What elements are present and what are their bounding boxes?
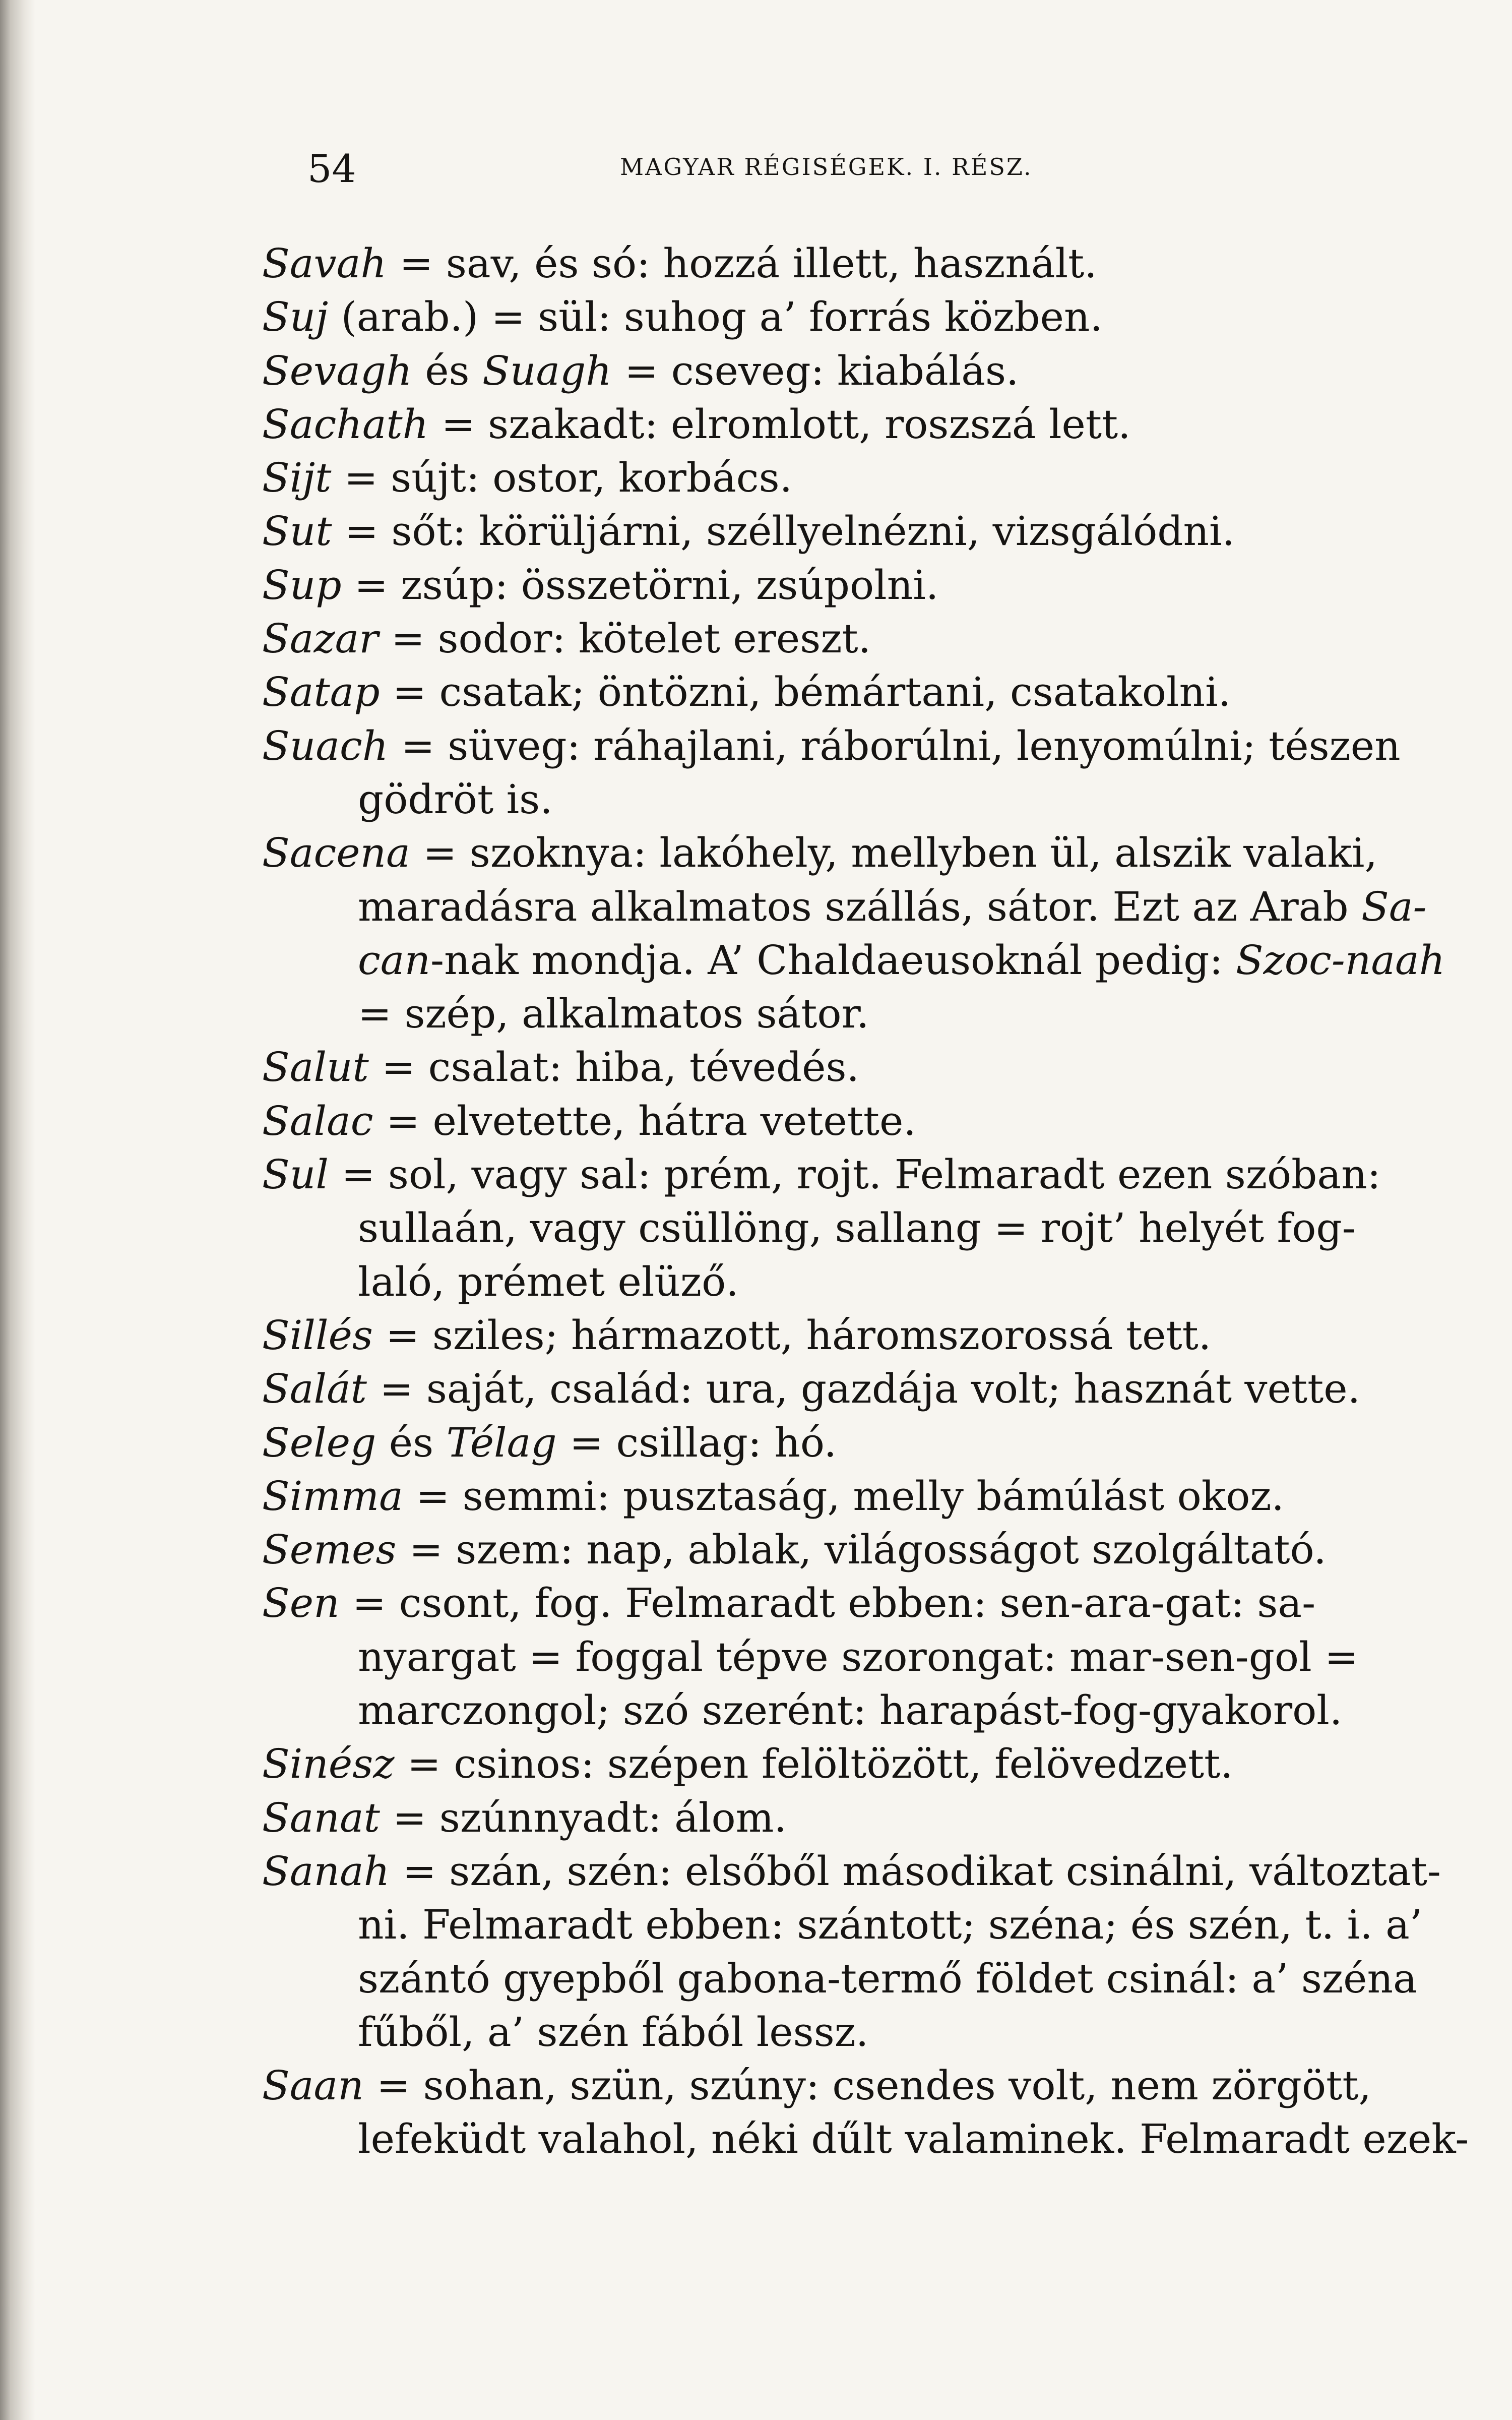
entry-line xyxy=(262,1523,1436,1577)
entry-line xyxy=(262,1095,1436,1148)
definition-text: -nak mondja. A’ Chaldaeusoknál pedig: xyxy=(430,936,1236,984)
headword: Salut xyxy=(262,1044,369,1091)
entry-continuation-line xyxy=(262,2006,1436,2059)
entry-line xyxy=(262,2059,1436,2112)
entry-line xyxy=(262,1791,1436,1845)
definition-text: = sol, vagy sal: prém, rojt. Felmaradt ezen szóban: xyxy=(328,1151,1381,1198)
headword: Télag xyxy=(446,1419,557,1466)
definition-text: = süveg: ráhajlani, ráborúlni, lenyomúlni; tészen xyxy=(388,722,1401,769)
headword: Sachath xyxy=(262,400,429,448)
headword: Seleg xyxy=(262,1419,376,1466)
headword: Sacena xyxy=(262,829,410,877)
entry-line xyxy=(262,666,1436,719)
entry-line xyxy=(262,237,1436,290)
headword: Sul xyxy=(262,1151,329,1198)
entry-continuation-line xyxy=(262,1684,1436,1737)
headword: Satap xyxy=(262,669,380,716)
headword: Sa- xyxy=(1361,883,1427,930)
definition-text: és xyxy=(376,1419,447,1466)
entry-line xyxy=(262,612,1436,666)
definition-text: = szoknya: lakóhely, mellyben ül, alszik valaki, xyxy=(410,829,1377,877)
definition-text: fűből, a’ szén fából lessz. xyxy=(358,2008,869,2055)
definition-text: = csalat: hiba, tévedés. xyxy=(368,1044,859,1091)
headword: Suagh xyxy=(482,347,612,394)
entry-line xyxy=(262,1577,1436,1630)
headword: Sillés xyxy=(262,1311,373,1359)
headword: Sut xyxy=(262,508,332,555)
entry-continuation-line xyxy=(262,880,1436,934)
headword: Sazar xyxy=(262,615,379,662)
entry-continuation-line xyxy=(262,1630,1436,1684)
headword: Salac xyxy=(262,1097,373,1144)
entry-line xyxy=(262,1470,1436,1523)
page-number: 54 xyxy=(307,146,356,191)
definition-text: = saját, család: ura, gazdája volt; hasznát vette. xyxy=(366,1365,1361,1413)
definition-text: = szép, alkalmatos sátor. xyxy=(358,990,869,1038)
headword: Semes xyxy=(262,1526,397,1574)
entry-line xyxy=(262,559,1436,612)
running-head: MAGYAR RÉGISÉGEK. I. RÉSZ. xyxy=(620,153,1033,180)
definition-text: = cseveg: kiabálás. xyxy=(611,347,1019,394)
headword: Salát xyxy=(262,1365,367,1413)
definition-text: = csatak; öntözni, bémártani, csatakolni. xyxy=(380,669,1231,716)
entry-line xyxy=(262,1737,1436,1791)
entry-line xyxy=(262,344,1436,398)
entry-line xyxy=(262,451,1436,505)
definition-text: = sőt: körüljárni, széllyelnézni, vizsgálódni. xyxy=(332,508,1235,555)
definition-text: marczongol; szó szerént: harapást-fog-gyakorol. xyxy=(358,1687,1343,1734)
definition-text: ni. Felmaradt ebben: szántott; széna; és szén, t. i. a’ xyxy=(358,1901,1423,1949)
entry-continuation-line xyxy=(262,1898,1436,1952)
entry-continuation-line xyxy=(262,1952,1436,2006)
headword: Suach xyxy=(262,722,389,769)
headword: Sup xyxy=(262,561,342,609)
definition-text: = zsúp: összetörni, zsúpolni. xyxy=(341,561,939,609)
entry-line xyxy=(262,398,1436,451)
definition-text: maradásra alkalmatos szállás, sátor. Ezt az Arab xyxy=(358,883,1362,930)
entry-continuation-line xyxy=(262,1201,1436,1255)
entry-line xyxy=(262,719,1436,773)
headword: Sevagh xyxy=(262,347,412,394)
entry-line xyxy=(262,1845,1441,1898)
entry-line xyxy=(262,1416,1436,1470)
entry-line xyxy=(262,1309,1436,1362)
entry-continuation-line xyxy=(262,2112,1469,2166)
definition-text: = sav, és só: hozzá illett, használt. xyxy=(386,240,1097,287)
headword: Saan xyxy=(262,2062,364,2109)
entry-continuation-line xyxy=(262,934,1445,987)
headword: Sanah xyxy=(262,1847,390,1895)
headword: Sijt xyxy=(262,454,332,502)
definition-text: szántó gyepből gabona-termő földet csinál: a’ széna xyxy=(358,1955,1417,2002)
entry-continuation-line xyxy=(262,987,1436,1041)
definition-text: laló, prémet elüző. xyxy=(358,1258,739,1305)
definition-text: = sodor: kötelet ereszt. xyxy=(378,615,871,662)
binding-edge xyxy=(0,0,35,2420)
entry-line xyxy=(262,290,1436,344)
entry-line xyxy=(262,505,1436,558)
page-header xyxy=(307,146,1124,192)
definition-text: és xyxy=(412,347,483,394)
definition-text: = sohan, szün, szúny: csendes volt, nem zörgött, xyxy=(363,2062,1371,2109)
headword: Suj xyxy=(262,293,329,341)
definition-text: nyargat = foggal tépve szorongat: mar-sen-gol = xyxy=(358,1633,1359,1680)
entry-line xyxy=(262,826,1436,880)
definition-text: = csillag: hó. xyxy=(556,1419,837,1466)
headword: Savah xyxy=(262,240,387,287)
headword: can xyxy=(358,936,431,984)
definition-text: = csont, fog. Felmaradt ebben: sen-ara-gat: sa- xyxy=(339,1580,1316,1627)
definition-text: = szem: nap, ablak, világosságot szolgáltató. xyxy=(396,1526,1327,1574)
definition-text: = sújt: ostor, korbács. xyxy=(331,454,793,502)
dictionary-entries xyxy=(262,237,1469,2166)
definition-text: sullaán, vagy csüllöng, sallang = rojt’ helyét fog- xyxy=(358,1204,1356,1252)
definition-text: = szakadt: elromlott, roszszá lett. xyxy=(428,400,1131,448)
definition-text: = szán, szén: elsőből másodikat csinálni, változtat- xyxy=(390,1847,1441,1895)
definition-text: = csinos: szépen felöltözött, felövedzett. xyxy=(394,1740,1233,1788)
headword: Sinész xyxy=(262,1740,395,1788)
definition-text: = szúnnyadt: álom. xyxy=(380,1794,787,1841)
entry-line xyxy=(262,1041,1436,1094)
definition-text: = semmi: pusztaság, melly bámúlást okoz. xyxy=(403,1472,1284,1520)
headword: Sen xyxy=(262,1580,340,1627)
entry-continuation-line xyxy=(262,773,1436,826)
definition-text: = sziles; hármazott, háromszorossá tett. xyxy=(372,1311,1212,1359)
entry-continuation-line xyxy=(262,1255,1436,1309)
entry-line xyxy=(262,1148,1436,1201)
entry-line xyxy=(262,1362,1436,1416)
headword: Szoc-naah xyxy=(1235,936,1445,984)
definition-text: lefeküdt valahol, néki dűlt valaminek. Felmaradt ezek- xyxy=(358,2115,1469,2163)
definition-text: = elvetette, hátra vetette. xyxy=(373,1097,916,1144)
headword: Simma xyxy=(262,1472,403,1520)
definition-text: gödröt is. xyxy=(358,775,553,823)
headword: Sanat xyxy=(262,1794,380,1841)
definition-text: (arab.) = sül: suhog a’ forrás közben. xyxy=(328,293,1103,341)
